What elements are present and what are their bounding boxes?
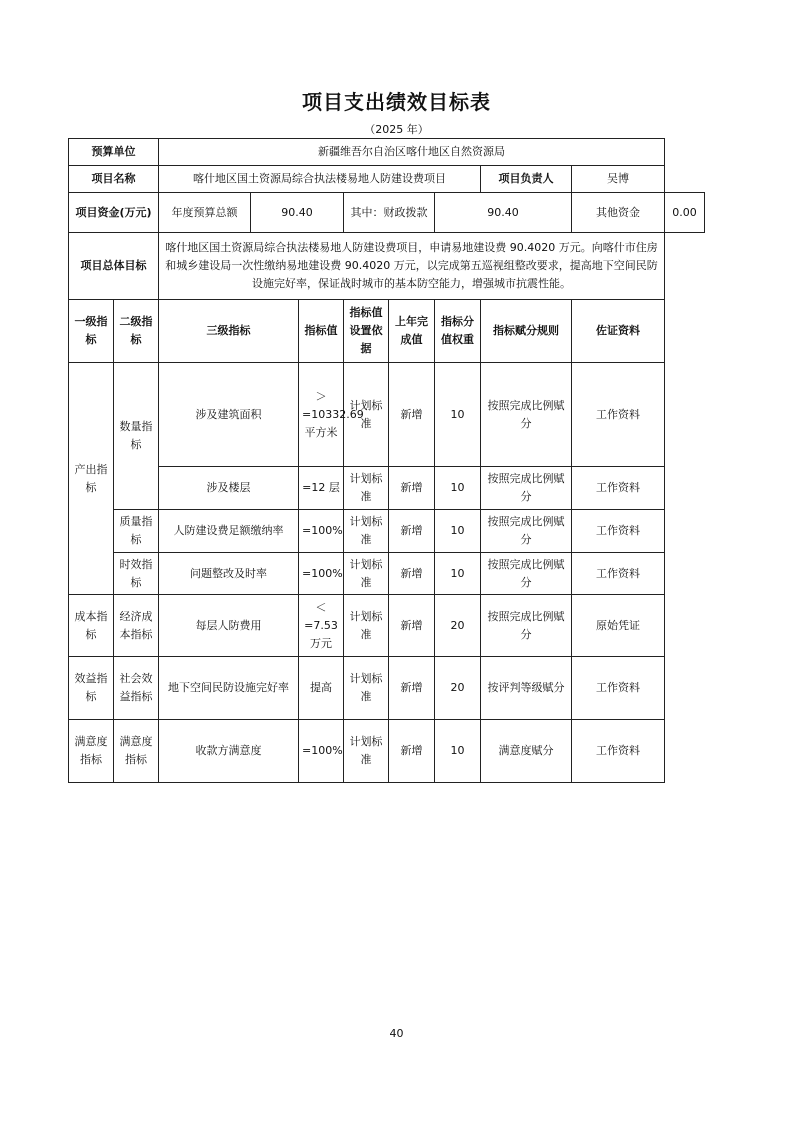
row-l3: 收款方满意度: [159, 720, 299, 783]
overall-goal-row: [69, 233, 705, 300]
row-evidence: 原始凭证: [572, 595, 665, 657]
row-rule: 按评判等级赋分: [481, 657, 572, 720]
row-rule: 按照完成比例赋分: [481, 363, 572, 467]
row-value: =100%: [299, 553, 344, 595]
row-evidence: 工作资料: [572, 363, 665, 467]
row-rule: 按照完成比例赋分: [481, 595, 572, 657]
row-l3: 每层人防费用: [159, 595, 299, 657]
row-value: 提高: [299, 657, 344, 720]
group-quality: 质量指标: [114, 510, 159, 553]
group-quantity: 数量指标: [114, 363, 159, 510]
project-name-label: 项目名称: [69, 166, 159, 193]
overall-goal-label: 项目总体目标: [69, 233, 159, 300]
project-manager-value: 吴博: [572, 166, 665, 193]
fiscal-appropriation-label: 其中：财政拨款: [344, 193, 435, 233]
header-rule: 指标赋分规则: [481, 300, 572, 363]
project-manager-label: 项目负责人: [481, 166, 572, 193]
header-evidence: 佐证资料: [572, 300, 665, 363]
year-subtitle: （2025 年）: [364, 123, 429, 136]
header-value: 指标值: [299, 300, 344, 363]
project-name-value: 喀什地区国土资源局综合执法楼易地人防建设费项目: [159, 166, 481, 193]
row-rule: 按照完成比例赋分: [481, 510, 572, 553]
project-name-row: [69, 166, 705, 193]
row-last: 新增: [389, 510, 435, 553]
group-timeliness: 时效指标: [114, 553, 159, 595]
row-evidence: 工作资料: [572, 510, 665, 553]
row-evidence: 工作资料: [572, 553, 665, 595]
group-satisfaction: 满意度指标: [69, 720, 114, 783]
row-value: =12 层: [299, 467, 344, 510]
budget-unit-row: [69, 139, 705, 166]
budget-unit-value: 新疆维吾尔自治区喀什地区自然资源局: [159, 139, 665, 166]
row-last: 新增: [389, 467, 435, 510]
row-evidence: 工作资料: [572, 467, 665, 510]
row-evidence: 工作资料: [572, 720, 665, 783]
table-row: [69, 363, 705, 467]
row-rule: 满意度赋分: [481, 720, 572, 783]
table-row: [69, 595, 705, 657]
group-social-benefit: 社会效益指标: [114, 657, 159, 720]
row-weight: 10: [435, 553, 481, 595]
row-weight: 10: [435, 720, 481, 783]
performance-target-table: [68, 138, 705, 783]
row-l3: 地下空间民防设施完好率: [159, 657, 299, 720]
table-row: [69, 657, 705, 720]
indicator-header-row: [69, 300, 705, 363]
group-satisfaction-sub: 满意度指标: [114, 720, 159, 783]
row-last: 新增: [389, 720, 435, 783]
annual-budget-label: 年度预算总额: [159, 193, 251, 233]
row-basis: 计划标准: [344, 595, 389, 657]
funds-row: [69, 193, 705, 233]
budget-unit-label: 预算单位: [69, 139, 159, 166]
group-output: 产出指标: [69, 363, 114, 595]
row-rule: 按照完成比例赋分: [481, 553, 572, 595]
row-value: =100%: [299, 720, 344, 783]
row-basis: 计划标准: [344, 363, 389, 467]
group-benefit: 效益指标: [69, 657, 114, 720]
row-last: 新增: [389, 657, 435, 720]
row-value: ＞=10332.69平方米: [299, 363, 344, 467]
group-economic-cost: 经济成本指标: [114, 595, 159, 657]
table-row: [69, 553, 705, 595]
row-l3: 问题整改及时率: [159, 553, 299, 595]
row-weight: 10: [435, 510, 481, 553]
funds-label: 项目资金(万元): [69, 193, 159, 233]
other-funds-value: 0.00: [665, 193, 705, 233]
row-weight: 10: [435, 467, 481, 510]
header-basis: 指标值设置依据: [344, 300, 389, 363]
page-title: 项目支出绩效目标表: [302, 90, 491, 114]
row-value: =100%: [299, 510, 344, 553]
header-level3: 三级指标: [159, 300, 299, 363]
header-level1: 一级指标: [69, 300, 114, 363]
row-l3: 人防建设费足额缴纳率: [159, 510, 299, 553]
table-row: [69, 720, 705, 783]
header-last-year: 上年完成值: [389, 300, 435, 363]
overall-goal-text: 喀什地区国土资源局综合执法楼易地人防建设费项目，申请易地建设费 90.4020 万元。向喀什市住房和城乡建设局一次性缴纳易地建设费 90.4020 万元，以完成第五巡视组整改要求，提高地下空间民防设施完好率，保证战时城市的基本防空能力，增强城市抗震性能。: [159, 233, 665, 300]
row-weight: 10: [435, 363, 481, 467]
row-last: 新增: [389, 595, 435, 657]
row-l3: 涉及建筑面积: [159, 363, 299, 467]
row-basis: 计划标准: [344, 510, 389, 553]
row-basis: 计划标准: [344, 553, 389, 595]
row-evidence: 工作资料: [572, 657, 665, 720]
annual-budget-value: 90.40: [251, 193, 344, 233]
group-cost: 成本指标: [69, 595, 114, 657]
row-basis: 计划标准: [344, 657, 389, 720]
row-l3: 涉及楼层: [159, 467, 299, 510]
row-value: ＜=7.53万元: [299, 595, 344, 657]
header-level2: 二级指标: [114, 300, 159, 363]
other-funds-label: 其他资金: [572, 193, 665, 233]
row-last: 新增: [389, 553, 435, 595]
table-row: [69, 467, 705, 510]
row-rule: 按照完成比例赋分: [481, 467, 572, 510]
row-basis: 计划标准: [344, 467, 389, 510]
table-row: [69, 510, 705, 553]
row-basis: 计划标准: [344, 720, 389, 783]
row-last: 新增: [389, 363, 435, 467]
row-weight: 20: [435, 595, 481, 657]
fiscal-appropriation-value: 90.40: [435, 193, 572, 233]
page-number: 40: [389, 1027, 404, 1040]
row-weight: 20: [435, 657, 481, 720]
header-weight: 指标分值权重: [435, 300, 481, 363]
